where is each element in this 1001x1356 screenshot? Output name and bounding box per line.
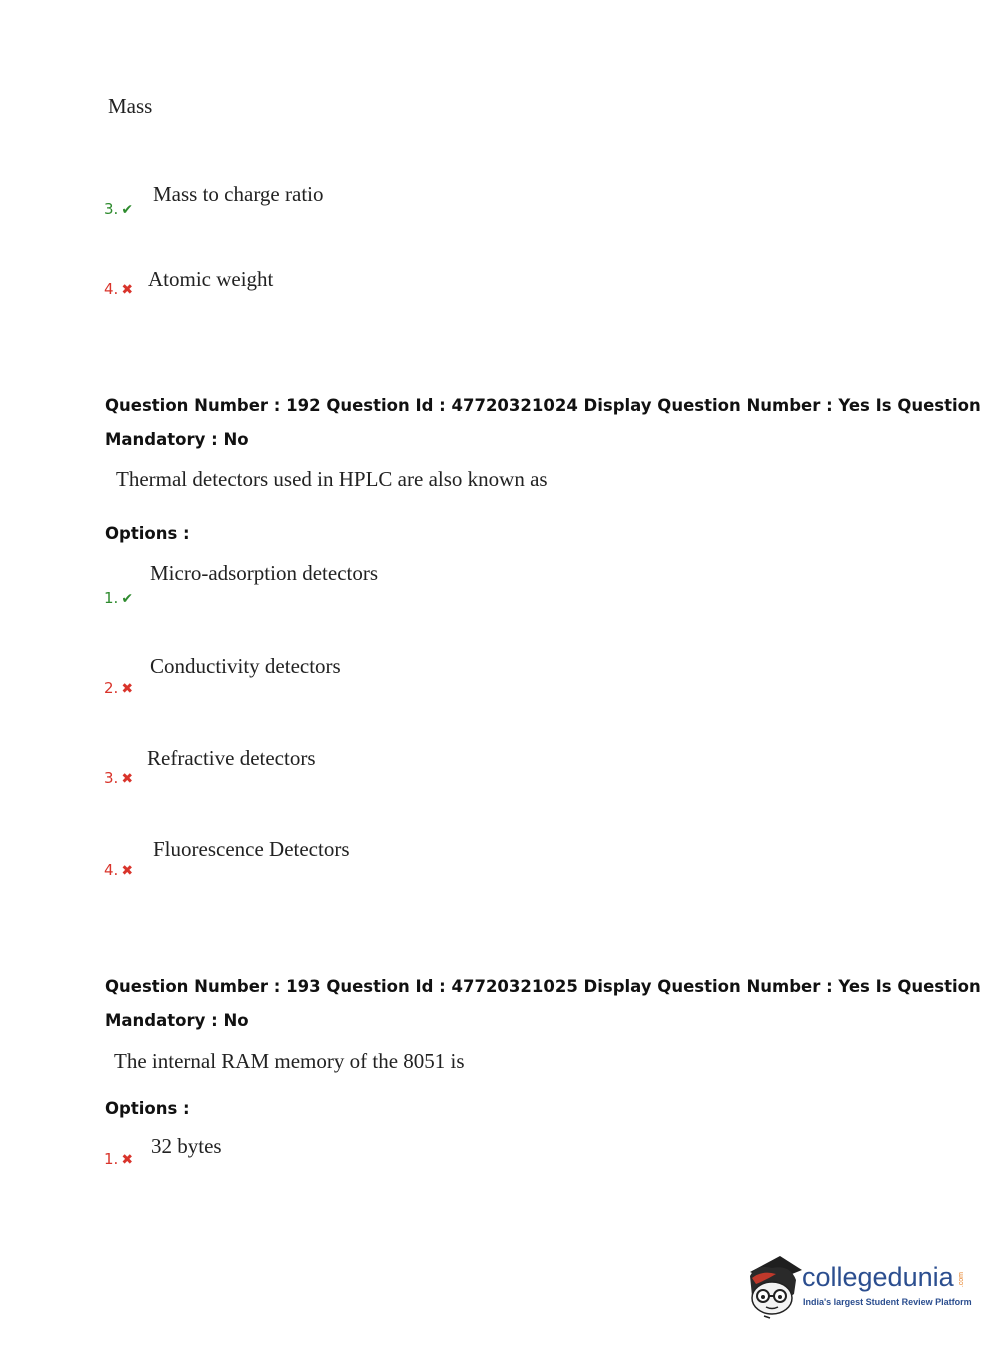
options-label: Options : [105, 1099, 190, 1118]
question-text: Thermal detectors used in HPLC are also known as [116, 467, 548, 491]
option-number: 2. ✖ [104, 679, 134, 697]
option-number: 4. ✖ [104, 280, 134, 298]
cross-icon: ✖ [121, 1152, 134, 1168]
option-number: 1. ✖ [104, 1150, 134, 1168]
check-icon: ✔ [121, 591, 134, 607]
option-number: 3. ✔ [104, 200, 134, 218]
option-text: Fluorescence Detectors [153, 837, 350, 861]
option-number: 3. ✖ [104, 769, 134, 787]
option-text: Atomic weight [148, 267, 274, 291]
option-number: 1. ✔ [104, 589, 134, 607]
check-icon: ✔ [121, 202, 134, 218]
option-text: Mass to charge ratio [153, 182, 324, 206]
question-header-cont: Mandatory : No [105, 1011, 249, 1030]
option-text: Micro-adsorption detectors [150, 561, 379, 585]
options-label: Options : [105, 524, 190, 543]
cross-icon: ✖ [121, 771, 134, 787]
question-text: The internal RAM memory of the 8051 is [114, 1049, 465, 1073]
brand-tagline: India's largest Student Review Platform [803, 1297, 972, 1307]
option-number: 4. ✖ [104, 861, 134, 879]
brand-name: collegedunia [802, 1262, 954, 1292]
option-text: Refractive detectors [147, 746, 316, 770]
cross-icon: ✖ [121, 863, 134, 879]
option-text: Conductivity detectors [150, 654, 341, 678]
option-text: Mass [108, 94, 153, 118]
question-header: Question Number : 193 Question Id : 47720321025 Display Question Number : Yes Is Question [105, 977, 981, 996]
cross-icon: ✖ [121, 282, 134, 298]
option-text: 32 bytes [151, 1134, 222, 1158]
question-header-cont: Mandatory : No [105, 430, 249, 449]
question-header: Question Number : 192 Question Id : 47720321024 Display Question Number : Yes Is Question [105, 396, 981, 415]
cross-icon: ✖ [121, 681, 134, 697]
brand-suffix: .com [958, 1272, 965, 1288]
